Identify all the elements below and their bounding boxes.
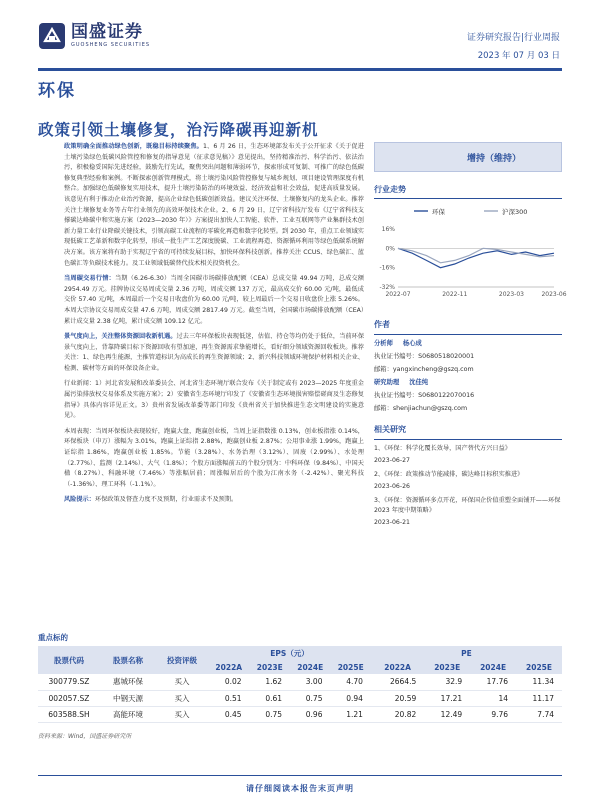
assistant-name: 沈佳纯 <box>409 379 429 386</box>
related-link[interactable]: 1、《环保：科学化覆长效导，国产替代方兴日益》 <box>374 445 511 452</box>
related-date: 2023-06-27 <box>374 457 410 464</box>
legend-label: 环保 <box>432 208 445 216</box>
header-divider <box>38 68 562 71</box>
trend-chart <box>374 203 567 303</box>
stock-name: 惠城环保 <box>100 674 156 690</box>
pe-value: 12.49 <box>424 706 470 722</box>
paragraph-lead: 风险提示： <box>64 496 95 504</box>
paragraph-text: 当期（6.26-6.30）当周全国碳市场碳排放配额（CEA）总成交量 49.94 万吨，总成交额 2954.49 万元。挂牌协议交易周成交量 2.36 万吨，周成交额 137 万元，最高成交价 60.00 元/吨，最低成交价 57.40 元/吨，本周最后一个交易日收盘价为 60.00 元/吨，较上周最后一个交易日收盘价上涨 5.26%。本周大宗协议交易周成交量 47.6 万吨，周成交额 2817.49 万元。截至当周，全国碳市场碳排放配额（CEA）累计成交量 2.38 亿吨，累计成交额 109.12 亿元。 <box>64 275 364 325</box>
body-paragraph <box>64 274 364 327</box>
logo-icon <box>38 22 66 50</box>
pe-value: 20.82 <box>371 706 424 722</box>
stock-name: 高能环境 <box>100 706 156 722</box>
rating-label: 增持（维持） <box>466 153 521 164</box>
paragraph-text: 过去三年环保板块表现低迷，估值、持仓等均仍处于低位，当前环保景气度向上，背靠降碳目标下资源回收有望加速，再生资源需求挚能增长，看好细分领域资源回收板块。推荐关注：1、绿色再生能源，主推管道标识为高成长的再生资源领域；2、新兴科技领域环境保护材料相关企业、检测、碳材等方面的环保设备企业。 <box>64 333 365 372</box>
analyst-line <box>374 337 562 350</box>
related-date: 2023-06-26 <box>374 483 410 490</box>
legend-label: 沪深300 <box>502 208 528 216</box>
th-rating: 投资评级 <box>156 646 208 674</box>
sidebar <box>374 142 567 303</box>
pe-value: 17.21 <box>424 690 470 706</box>
y-tick-label: -32% <box>379 284 395 291</box>
pe-value: 11.34 <box>516 674 562 690</box>
report-body <box>64 142 364 511</box>
x-tick-label: 2022-11 <box>442 291 468 298</box>
eps-value: 0.51 <box>208 690 250 706</box>
stocks-table <box>38 646 562 723</box>
eps-value: 0.61 <box>250 690 290 706</box>
body-paragraph <box>64 379 364 421</box>
th-year: 2022A <box>371 660 424 674</box>
pe-value: 7.74 <box>516 706 562 722</box>
table-row[interactable] <box>38 690 562 706</box>
eps-value: 0.94 <box>330 690 370 706</box>
th-name: 股票名称 <box>100 646 156 674</box>
pe-value: 32.9 <box>424 674 470 690</box>
eps-value: 4.70 <box>330 674 370 690</box>
th-pe: PE <box>371 646 562 660</box>
body-paragraph <box>64 142 364 269</box>
eps-value: 0.75 <box>290 690 330 706</box>
assistant-line <box>374 376 562 389</box>
stocks-table-body <box>38 674 562 722</box>
th-year: 2024E <box>470 660 516 674</box>
footer-divider <box>38 775 562 776</box>
body-paragraph <box>64 332 364 374</box>
th-year: 2025E <box>516 660 562 674</box>
report-type: 证券研究报告|行业周报 <box>466 33 560 43</box>
th-year: 2022A <box>208 660 250 674</box>
paragraph-lead: 景气度向上，关注整体资源回收新机遇。 <box>64 333 177 341</box>
pe-value: 2664.5 <box>371 674 424 690</box>
stock-code: 300779.SZ <box>38 674 100 690</box>
th-year: 2023E <box>250 660 290 674</box>
paragraph-lead: 当周碳交易行情： <box>64 275 115 283</box>
y-tick-label: 0% <box>385 245 395 253</box>
body-paragraph <box>64 427 364 491</box>
th-year: 2025E <box>330 660 370 674</box>
paragraph-text: 环保政策及督查力度不及预期，行业需求不及预期。 <box>94 496 238 504</box>
table-title: 重点标的 <box>38 633 68 642</box>
related-link[interactable]: 2、《环保：政策推动节能减排，碳达峰目标积实推进》 <box>374 471 524 478</box>
table-source: 资料来源：Wind，国盛证券研究所 <box>38 733 132 740</box>
x-tick-label: 2023-03 <box>498 291 524 298</box>
pe-value: 20.59 <box>371 690 424 706</box>
stock-name: 中钢天源 <box>100 690 156 706</box>
report-headline: 政策引领土壤修复，治污降碳再迎新机 <box>38 120 319 139</box>
table-row[interactable] <box>38 674 562 690</box>
sector-title: 环保 <box>38 81 76 101</box>
pe-value: 9.76 <box>470 706 516 722</box>
analyst-email[interactable]: 邮箱：yangxincheng@gszq.com <box>374 366 474 373</box>
assistant-email[interactable]: 邮箱：shenjiachun@gszq.com <box>374 405 468 412</box>
footer-disclaimer: 请仔细阅读本报告末页声明 <box>246 784 354 793</box>
series-line-env <box>398 248 554 267</box>
analyst-cert: 执业证书编号：S0680518020001 <box>374 353 475 360</box>
related-list <box>374 444 562 528</box>
trend-title: 行业走势 <box>374 184 562 199</box>
eps-value: 0.96 <box>290 706 330 722</box>
y-tick-label: 16% <box>381 226 395 233</box>
rating-box <box>374 142 562 172</box>
related-title: 相关研究 <box>374 423 562 440</box>
authors-title: 作者 <box>374 318 562 335</box>
th-year: 2024E <box>290 660 330 674</box>
th-code: 股票代码 <box>38 646 100 674</box>
eps-value: 0.02 <box>208 674 250 690</box>
eps-value: 0.45 <box>208 706 250 722</box>
y-tick-label: -16% <box>379 264 395 272</box>
th-year: 2023E <box>424 660 470 674</box>
analyst-name: 杨心成 <box>402 340 422 347</box>
report-date: 2023 年 07 月 03 日 <box>477 51 560 61</box>
stock-code: 002057.SZ <box>38 690 100 706</box>
related-date: 2023-06-21 <box>374 519 410 526</box>
stock-code: 603588.SH <box>38 706 100 722</box>
paragraph-text: 本周表现：当周环保板块表现较好，跑赢大盘，跑赢创业板，当周上证指数涨 0.13%，创业板指涨 0.14%，环保板块（申万）涨幅为 3.01%，跑赢上证综指 2.88%，跑赢创业板 2.87%；公用事业涨 1.99%，跑赢上证综指 1.86%，跑赢创业板 1.85%。节能（3.28%）、水务治理（3.12%）、固废（2.99%）、水处理（2.77%）、监测（2.14%）、大气（1.8%）；个股方面涨幅前五的个股分别为：中科环保（9.84%）、中国天楹（8.27%）、科融环境（7.46%）等涨幅居前；周涨幅居后的个股为江南水务（-2.42%）、聚光科技（-1.36%）、理工环科（-1.1%）。 <box>64 427 364 488</box>
pe-value: 14 <box>470 690 516 706</box>
pe-value: 11.17 <box>516 690 562 706</box>
paragraph-text: 行业新闻：1）河北省发展和改革委员会、河北省生态环境厅联合发布《关于制定或有 2023—2025 年度重金属污染排放权交易体系及实施方案》；2）安徽省生态环境厅印发了《安徽省生态环境损害赔偿磋商及生态修复指导》具体内容详见正文。3）贵州省发展改革委等部门印发《贵州省关于加快推进生态文明建设的实施意见》。 <box>64 380 364 420</box>
report-header-meta <box>467 30 560 61</box>
eps-value: 3.00 <box>290 674 330 690</box>
eps-value: 1.62 <box>250 674 290 690</box>
assistant-role: 研究助理 <box>374 379 400 386</box>
stock-rating: 买入 <box>156 706 208 722</box>
stock-rating: 买入 <box>156 674 208 690</box>
paragraph-lead: 政策明确全面推动绿色创新，既稳目标持续聚焦。 <box>64 143 203 150</box>
analyst-role: 分析师 <box>374 340 393 347</box>
company-logo <box>38 22 150 50</box>
table-row[interactable] <box>38 706 562 722</box>
stock-rating: 买入 <box>156 690 208 706</box>
x-tick-label: 2022-07 <box>385 291 411 298</box>
logo-name-en: GUOSHENG SECURITIES <box>71 42 151 48</box>
body-paragraph <box>64 495 364 506</box>
authors-section <box>374 318 562 528</box>
eps-value: 1.21 <box>330 706 370 722</box>
th-eps: EPS（元） <box>208 646 371 660</box>
logo-name-cn: 国盛证券 <box>71 22 143 42</box>
related-link[interactable]: 3、《环保：资源循环多点开花，环保国企价值重塑全面铺开——环保 2023 年度中期策略》 <box>374 497 561 514</box>
assistant-cert: 执业证书编号：S0680122070016 <box>374 392 475 399</box>
pe-value: 17.76 <box>470 674 516 690</box>
paragraph-text: 1、6 月 26 日，生态环境部发布关于公开征求《关于促进土壤污染绿色低碳风险管控和修复的指导意见（征求意见稿）》意见提出，坚持精准治污、科学治污、依法治污，积极稳妥国际先进经验，鼓励先行先试，聚焦突出问题和薄弱环节，探索形成可复制、可推广的绿色低碳修复典型经验和案例。不断探索创新管理模式，将土壤污染风险管控修复与城乡规划、项目建设管理深度有机整合。加强绿色低碳修复实用技术，提升土壤污染防治的环境效益、经济效益和社会效益，促进高质量发展。该意见有利于推动企业治污资源，提高企业绿色低碳创新效益。建议关注环保、土壤修复内的龙头企业。推荐关注土壤修复业务等占年行业领先的高效环保技术企业。2、6 月 29 日，辽宁省科技厅发布《辽宁省科技支撑碳达峰碳中和实施方案（2023—2030 年）》方案提出加快人工智能、软件、工业互联网等产业集群技术创新力量工业行业降碳关键技术，引领高碳工业流程的零碳化再造和数字化转型。到 2030 年，重点工业领域实现低碳工艺革新和数字化转型，形成一批生产工艺深度脱碳、工业流程再造、资源循环利用等绿色低碳系统解决方案。该方案将有助于实现辽宁省的可持续发展目标，加快环保科技创新。推荐关注 CCUS、绿色碳汇、蓝色碳汇等负碳技术能力。及工业领域低碳替代技术相关投资机会。 <box>64 143 364 267</box>
x-tick-label: 2023-06 <box>541 291 567 298</box>
eps-value: 0.75 <box>250 706 290 722</box>
